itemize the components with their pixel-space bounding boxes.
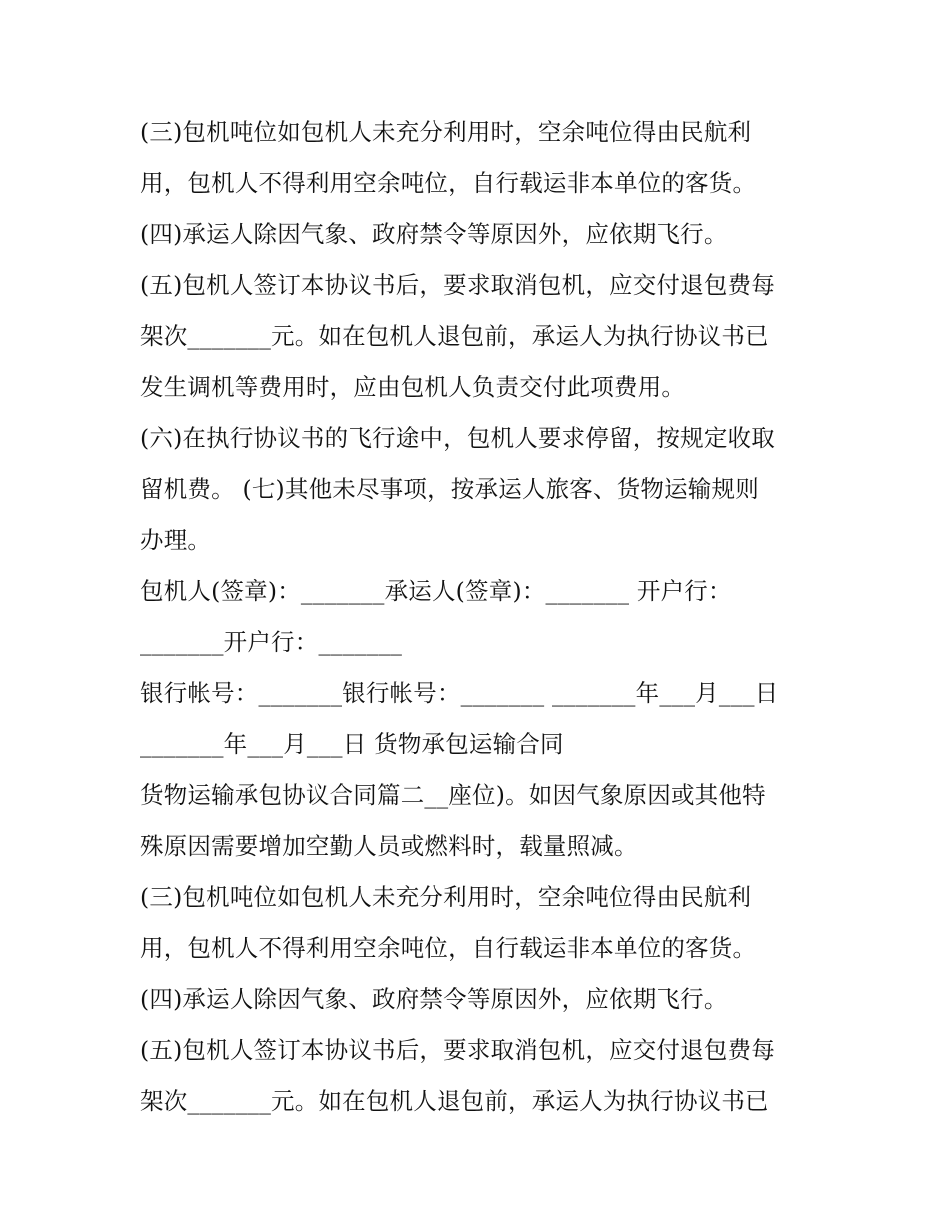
paragraph-line: 用，包机人不得利用空余吨位，自行载运非本单位的客货。 bbox=[140, 934, 757, 962]
paragraph-line: 留机费。 (七)其他未尽事项，按承运人旅客、货物运输规则 bbox=[140, 475, 759, 503]
date-line: _______年___月___日 货物承包运输合同 bbox=[140, 730, 564, 758]
paragraph-line: 架次_______元。如在包机人退包前，承运人为执行协议书已 bbox=[140, 1087, 769, 1115]
paragraph-line: (五)包机人签订本协议书后，要求取消包机，应交付退包费每 bbox=[140, 1036, 775, 1064]
section-heading-line: 货物运输承包协议合同篇二__座位)。如因气象原因或其他特 bbox=[140, 781, 766, 809]
signature-line: 包机人(签章)：_______承运人(签章)：_______ 开户行： bbox=[140, 577, 732, 605]
paragraph-line: (三)包机吨位如包机人未充分利用时，空余吨位得由民航利 bbox=[140, 883, 752, 911]
paragraph-line: (四)承运人除因气象、政府禁令等原因外，应依期飞行。 bbox=[140, 220, 728, 248]
document-body bbox=[140, 107, 840, 1127]
paragraph-line: (五)包机人签订本协议书后，要求取消包机，应交付退包费每 bbox=[140, 271, 775, 299]
paragraph-line: 殊原因需要增加空勤人员或燃料时，载量照减。 bbox=[140, 832, 638, 860]
paragraph-line: (四)承运人除因气象、政府禁令等原因外，应依期飞行。 bbox=[140, 985, 728, 1013]
bank-account-line: 银行帐号：_______银行帐号：_______ _______年___月___日 bbox=[140, 679, 779, 707]
paragraph-line: 用，包机人不得利用空余吨位，自行载运非本单位的客货。 bbox=[140, 169, 757, 197]
paragraph-line: 办理。 bbox=[140, 526, 212, 554]
paragraph-line: (三)包机吨位如包机人未充分利用时，空余吨位得由民航利 bbox=[140, 118, 752, 146]
paragraph-line: 发生调机等费用时，应由包机人负责交付此项费用。 bbox=[140, 373, 686, 401]
paragraph-line: (六)在执行协议书的飞行途中，包机人要求停留，按规定收取 bbox=[140, 424, 775, 452]
paragraph-line: 架次_______元。如在包机人退包前，承运人为执行协议书已 bbox=[140, 322, 769, 350]
signature-line: _______开户行：_______ bbox=[140, 628, 403, 656]
